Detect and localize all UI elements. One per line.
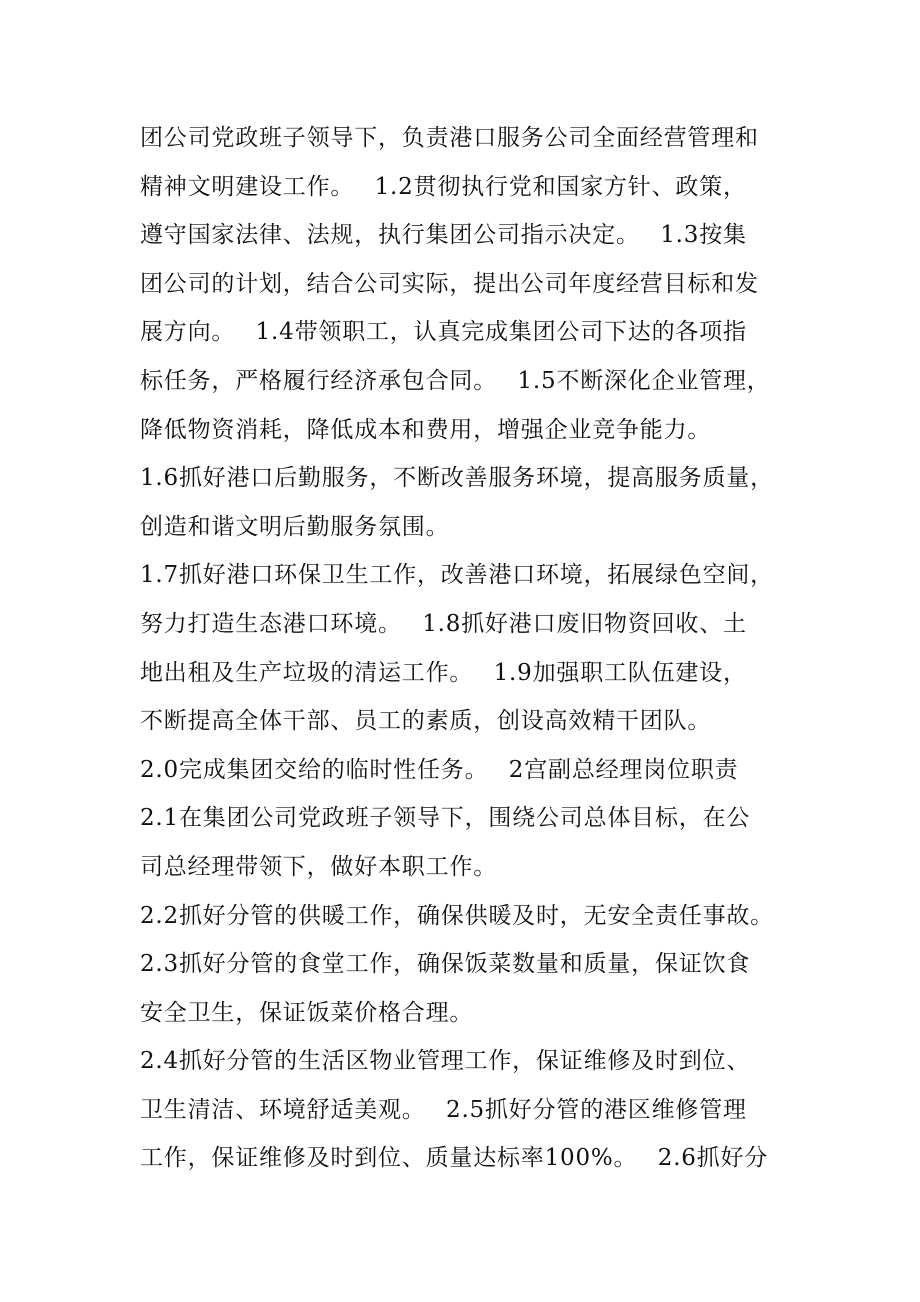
text-line: 标任务，严格履行经济承包合同。 1.5不断深化企业管理， — [140, 367, 771, 394]
text-line: 工作，保证维修及时到位、质量达标率100%。 2.6抓好分 — [140, 1145, 769, 1172]
text-line: 精神文明建设工作。 1.2贯彻执行党和国家方针、政策， — [140, 173, 747, 200]
text-line: 地出租及生产垃圾的清运工作。 1.9加强职工队伍建设， — [140, 659, 747, 686]
text-line: 2.2抓好分管的供暖工作，确保供暖及时，无安全责任事故。 — [140, 902, 774, 929]
text-line: 2.3抓好分管的食堂工作，确保饭菜数量和质量，保证饮食 — [140, 951, 751, 978]
text-line: 努力打造生态港口环境。 1.8抓好港口废旧物资回收、土 — [140, 610, 747, 637]
text-line: 创造和谐文明后勤服务氛围。 — [140, 513, 450, 540]
text-line: 降低物资消耗，降低成本和费用，增强企业竞争能力。 — [140, 416, 712, 443]
text-line: 2.1在集团公司党政班子领导下，围绕公司总体目标，在公 — [140, 805, 751, 832]
text-line: 安全卫生，保证饭菜价格合理。 — [140, 999, 474, 1026]
text-line: 2.4抓好分管的生活区物业管理工作，保证维修及时到位、 — [140, 1048, 751, 1075]
text-line: 团公司的计划，结合公司实际，提出公司年度经营目标和发 — [140, 270, 759, 297]
text-line: 司总经理带领下，做好本职工作。 — [140, 853, 497, 880]
text-line: 1.7抓好港口环保卫生工作，改善港口环境，拓展绿色空间， — [140, 562, 774, 589]
text-line: 1.6抓好港口后勤服务，不断改善服务环境，提高服务质量， — [140, 465, 774, 492]
text-line: 展方向。 1.4带领职工，认真完成集团公司下达的各项指 — [140, 319, 747, 346]
text-line: 遵守国家法律、法规，执行集团公司指示决定。 1.3按集 — [140, 222, 747, 249]
text-line: 不断提高全体干部、员工的素质，创设高效精干团队。 — [140, 708, 712, 735]
text-line: 卫生清洁、环境舒适美观。 2.5抓好分管的港区维修管理 — [140, 1096, 747, 1123]
text-line: 2.0完成集团交给的临时性任务。 2宫副总经理岗位职责 — [140, 756, 739, 783]
text-line: 团公司党政班子领导下，负责港口服务公司全面经营管理和 — [140, 125, 759, 151]
document-body — [140, 116, 820, 1185]
